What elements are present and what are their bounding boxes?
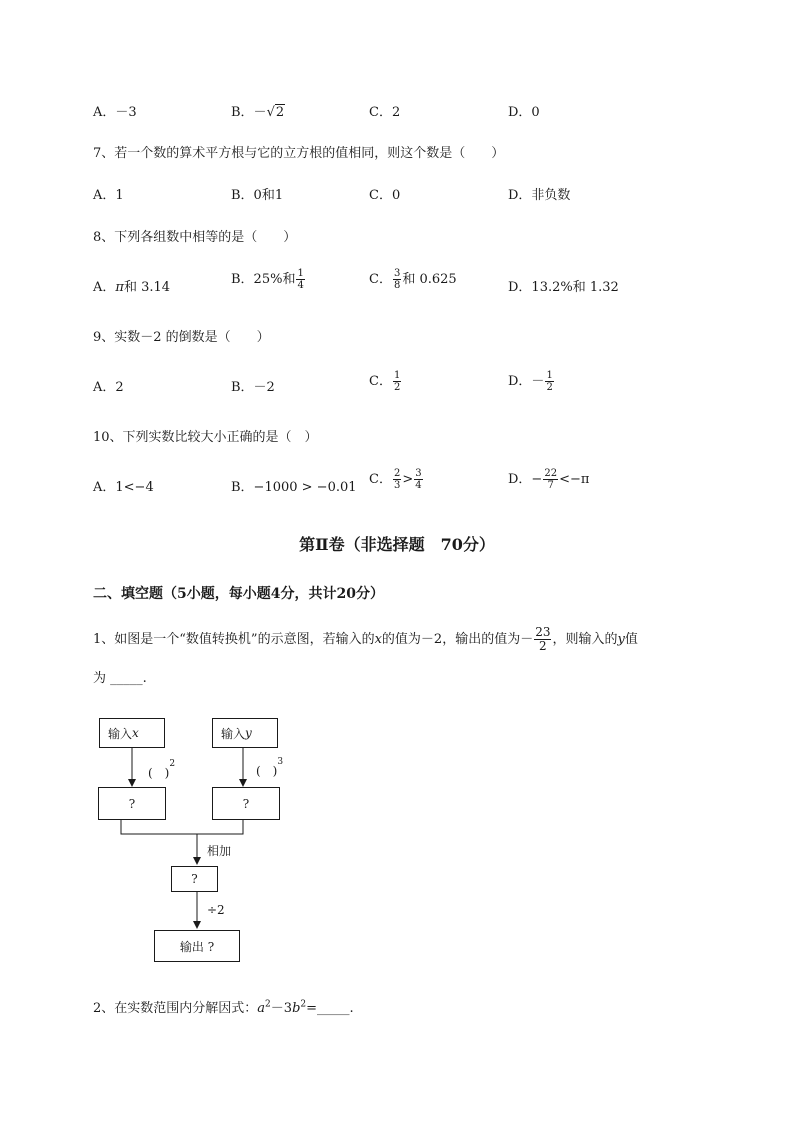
fraction-numerator: 3 (393, 268, 401, 279)
q8-option-a-text: 和 3.14 (123, 280, 171, 295)
fraction-denominator: 2 (393, 382, 401, 393)
q9-stem: 9、实数－2 的倒数是（ ） (93, 330, 270, 345)
fill1-text-1: 1、如图是一个“数值转换机”的示意图，若输入的 (93, 632, 375, 647)
q10-option-d-prefix: D．− (508, 472, 543, 487)
fill2-stem (93, 997, 354, 1016)
output-box: 输出 ? (154, 930, 240, 962)
q7-option-c: C．0 (369, 188, 401, 203)
fill2-answer-blank: =_____. (306, 1001, 354, 1016)
q6-option-a: A．－3 (93, 105, 137, 120)
fraction-denominator: 4 (415, 480, 422, 491)
q6-option-b-radicand: 2 (275, 105, 285, 120)
fraction-numerator: 1 (546, 370, 553, 381)
q10-stem: 10、下列实数比较大小正确的是（ ） (93, 430, 318, 445)
fraction-numerator: 2 (393, 468, 401, 479)
q8-option-c-text: 和 0.625 (402, 272, 457, 287)
q7-option-a: A．1 (93, 188, 124, 203)
q10-option-b: B．−1000 > −0.01 (231, 480, 357, 495)
square-exponent: 2 (169, 759, 176, 769)
fraction-numerator: 1 (393, 370, 401, 381)
square-parentheses: ( ) (148, 766, 170, 780)
q7-option-b: B．0和1 (231, 188, 284, 203)
fraction-denominator: 7 (547, 480, 554, 491)
variable-a: a (257, 1001, 266, 1016)
fill1-line2: 为 _____. (93, 671, 147, 686)
q8-option-d: D．13.2%和 1.32 (508, 280, 619, 295)
input-x-variable: x (132, 726, 139, 740)
q6-option-d: D．0 (508, 105, 540, 120)
a-exponent: 2 (265, 999, 271, 1010)
fraction-numerator: 22 (544, 468, 558, 479)
cube-parentheses: ( ) (256, 764, 278, 778)
cube-operation (256, 757, 284, 779)
square-result-box: ? (98, 787, 166, 820)
q9-option-c-prefix: C． (369, 374, 392, 389)
input-y-box (212, 718, 278, 748)
square-operation (148, 759, 176, 781)
q9-option-b: B．－2 (231, 380, 275, 395)
fraction-numerator: 1 (297, 268, 304, 279)
q9-option-d-prefix: D．－ (508, 374, 545, 389)
divide-label: ÷2 (207, 903, 225, 917)
fill1-text-3: ，则输入的 (552, 632, 618, 647)
comparison-operator: > (402, 472, 414, 487)
pi-symbol: π (115, 280, 124, 295)
sqrt-symbol: √ (266, 105, 275, 120)
fill2-text-2: －3 (270, 1001, 293, 1016)
q7-option-d: D．非负数 (508, 188, 571, 203)
q6-option-b-prefix: B．－ (231, 105, 267, 120)
fraction-denominator: 2 (546, 382, 553, 393)
input-y-variable: y (245, 726, 252, 740)
input-x-label: 输入 (108, 726, 133, 741)
b-exponent: 2 (300, 999, 307, 1010)
variable-b: b (292, 1001, 301, 1016)
fill1-text-2: 的值为－2，输出的值为－ (381, 632, 534, 647)
q8-stem: 8、下列各组数中相等的是（ ） (93, 230, 297, 245)
fraction-numerator: 23 (535, 625, 551, 639)
q9-option-a: A．2 (93, 380, 124, 395)
q10-option-d-text: <−π (559, 472, 590, 487)
q8-option-a-prefix: A． (93, 280, 116, 295)
q8-option-c-prefix: C． (369, 272, 392, 287)
cube-exponent: 3 (277, 757, 284, 767)
fill2-text-1: 2、在实数范围内分解因式： (93, 1001, 258, 1016)
q10-option-c-prefix: C． (369, 472, 392, 487)
variable-x: x (374, 632, 382, 647)
fraction-numerator: 3 (415, 468, 422, 479)
q8-option-b-prefix: B．25%和 (231, 272, 296, 287)
fraction-denominator: 2 (539, 639, 547, 653)
fill1-text-4: 值 (624, 632, 638, 647)
q7-stem: 7、若一个数的算术平方根与它的立方根的值相同，则这个数是（ ） (93, 146, 505, 161)
input-x-box (99, 718, 165, 748)
cube-result-box: ? (212, 787, 280, 820)
q6-option-c: C．2 (369, 105, 401, 120)
fraction-denominator: 3 (393, 480, 401, 491)
add-label: 相加 (207, 844, 232, 858)
input-y-label: 输入 (221, 726, 246, 741)
fraction-denominator: 4 (297, 280, 304, 291)
sum-box: ? (171, 866, 218, 892)
merge-connector (121, 818, 243, 834)
q10-option-a: A．1<−4 (93, 480, 154, 495)
fraction-denominator: 8 (393, 280, 401, 291)
part2-title: 第Ⅱ卷（非选择题 70分） (299, 535, 495, 554)
variable-y: y (617, 632, 625, 647)
section-2-title: 二、填空题（5小题，每小题4分，共计20分） (93, 586, 384, 602)
